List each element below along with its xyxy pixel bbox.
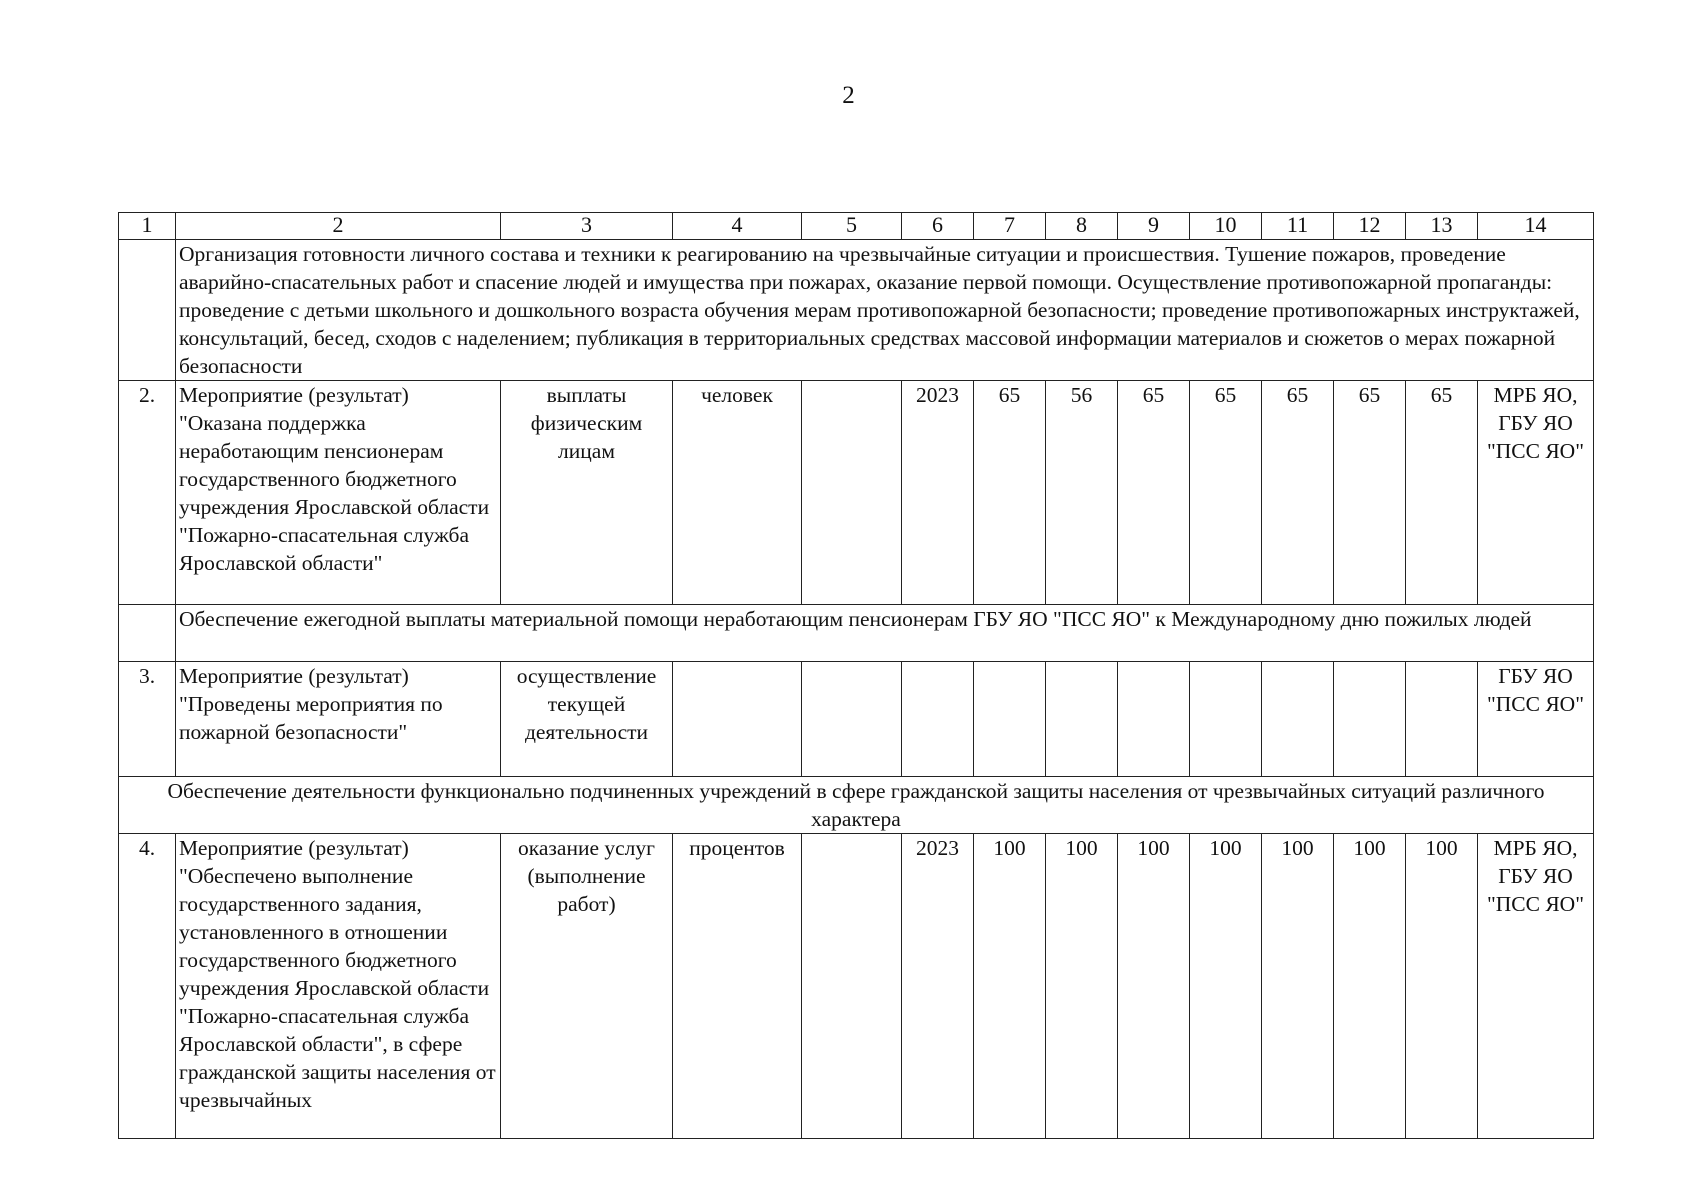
header-cell: 5 (802, 213, 902, 240)
measure-name: Мероприятие (результат) "Проведены мероприятия по пожарной безопасности" (176, 662, 501, 777)
section-row-2 (119, 605, 1594, 662)
row-number: 4. (119, 834, 176, 1139)
header-cell: 2 (176, 213, 501, 240)
responsible-cell: ГБУ ЯО "ПСС ЯО" (1478, 662, 1594, 777)
measure-unit: процентов (673, 834, 802, 1139)
value-cell: 100 (1190, 834, 1262, 1139)
empty-cell (1118, 662, 1190, 777)
empty-cell (974, 662, 1046, 777)
header-cell: 1 (119, 213, 176, 240)
section-row-3 (119, 777, 1594, 834)
empty-cell (119, 240, 176, 381)
value-cell: 100 (1334, 834, 1406, 1139)
header-cell: 13 (1406, 213, 1478, 240)
responsible-cell: МРБ ЯО, ГБУ ЯО "ПСС ЯО" (1478, 834, 1594, 1139)
table-row (119, 662, 1594, 777)
header-cell: 14 (1478, 213, 1594, 240)
measure-name: Мероприятие (результат) "Оказана поддержка неработающим пенсионерам государственного бюджетного учреждения Ярославской области "Пожарно-спасательная служба Ярославской области" (176, 381, 501, 605)
empty-cell (1046, 662, 1118, 777)
empty-cell (673, 662, 802, 777)
value-cell (802, 834, 902, 1139)
empty-cell (902, 662, 974, 777)
value-cell: 65 (1118, 381, 1190, 605)
table-row (119, 381, 1594, 605)
header-cell: 6 (902, 213, 974, 240)
value-cell: 100 (1118, 834, 1190, 1139)
section-row-1 (119, 240, 1594, 381)
header-cell: 12 (1334, 213, 1406, 240)
empty-cell (119, 605, 176, 662)
measure-name: Мероприятие (результат) "Обеспечено выполнение государственного задания, установленного в отношении государственного бюджетного учреждения Ярославской области "Пожарно-спасательная служба Ярославской области", в сфере гражданской защиты населения от чрезвычайных (176, 834, 501, 1139)
responsible-cell: МРБ ЯО, ГБУ ЯО "ПСС ЯО" (1478, 381, 1594, 605)
measure-unit: человек (673, 381, 802, 605)
value-cell: 65 (974, 381, 1046, 605)
section-text-1: Организация готовности личного состава и техники к реагированию на чрезвычайные ситуации и происшествия. Тушение пожаров, проведение аварийно-спасательных работ и спасение людей и имущества при пожарах, оказание первой помощи. Осуществление противопожарной пропаганды: проведение с детьми школьного и дошкольного возраста обучения мерам противопожарной безопасности; проведение противопожарных инструктажей, консультаций, бесед, сходов с наделением; публикация в территориальных средствах массовой информации материалов и сюжетов о мерах пожарной безопасности (176, 240, 1594, 381)
value-cell: 65 (1262, 381, 1334, 605)
value-cell: 65 (1334, 381, 1406, 605)
measure-type: выплаты физическим лицам (501, 381, 673, 605)
header-cell: 10 (1190, 213, 1262, 240)
header-cell: 9 (1118, 213, 1190, 240)
value-cell: 100 (1046, 834, 1118, 1139)
header-cell: 3 (501, 213, 673, 240)
header-cell: 8 (1046, 213, 1118, 240)
value-cell: 100 (974, 834, 1046, 1139)
value-cell: 100 (1262, 834, 1334, 1139)
base-year: 2023 (902, 381, 974, 605)
table-row (119, 834, 1594, 1139)
header-cell: 7 (974, 213, 1046, 240)
value-cell: 65 (1406, 381, 1478, 605)
row-number: 2. (119, 381, 176, 605)
measure-type: оказание услуг (выполнение работ) (501, 834, 673, 1139)
empty-cell (802, 662, 902, 777)
value-cell: 65 (1190, 381, 1262, 605)
page-number: 2 (842, 82, 855, 109)
row-number: 3. (119, 662, 176, 777)
section-text-2: Обеспечение ежегодной выплаты материальной помощи неработающим пенсионерам ГБУ ЯО "ПСС ЯО" к Международному дню пожилых людей (176, 605, 1594, 662)
empty-cell (1406, 662, 1478, 777)
empty-cell (1262, 662, 1334, 777)
measures-table (118, 212, 1594, 1139)
header-row (119, 213, 1594, 240)
measure-type: осуществление текущей деятельности (501, 662, 673, 777)
base-year: 2023 (902, 834, 974, 1139)
value-cell: 100 (1406, 834, 1478, 1139)
header-cell: 4 (673, 213, 802, 240)
header-cell: 11 (1262, 213, 1334, 240)
empty-cell (1190, 662, 1262, 777)
value-cell (802, 381, 902, 605)
section-text-3: Обеспечение деятельности функционально подчиненных учреждений в сфере гражданской защиты населения от чрезвычайных ситуаций различного характера (119, 777, 1594, 834)
value-cell: 56 (1046, 381, 1118, 605)
empty-cell (1334, 662, 1406, 777)
